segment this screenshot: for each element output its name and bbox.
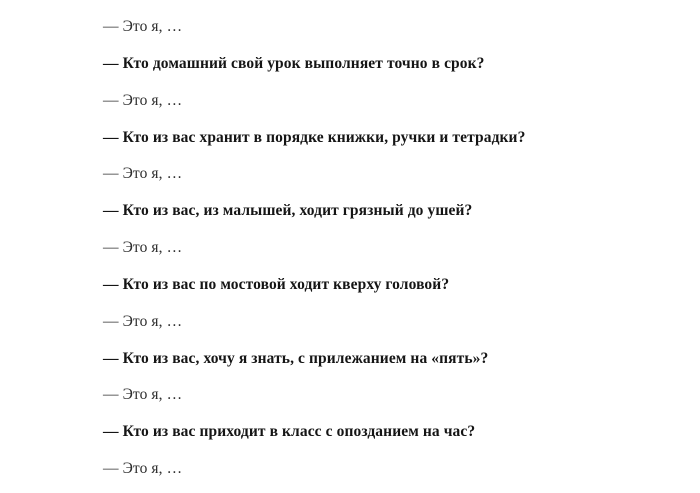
poem-line-question: — Кто из вас по мостовой ходит кверху головой? (103, 275, 450, 293)
document-page (103, 9, 680, 488)
poem-line-answer: — Это я, … (103, 91, 183, 109)
poem-line-question: — Кто домашний свой урок выполняет точно в срок? (103, 54, 485, 72)
poem-line-question: — Кто из вас, хочу я знать, с прилежанием на «пять»? (103, 349, 489, 367)
poem-line-answer: — Это я, … (103, 18, 183, 35)
poem-line-answer: — Это я, … (103, 165, 183, 183)
poem-line-question: — Кто из вас хранит в порядке книжки, ручки и тетрадки? (103, 128, 526, 146)
poem-line-answer: — Это я, … (103, 386, 183, 404)
poem-line-answer: — Это я, … (103, 460, 183, 478)
poem-line-question: — Кто из вас, из малышей, ходит грязный до ушей? (103, 202, 473, 220)
poem-line-answer: — Это я, … (103, 239, 183, 257)
poem-line-answer: — Это я, … (103, 312, 183, 330)
poem-line-question: — Кто из вас приходит в класс с опозданием на час? (103, 423, 476, 441)
